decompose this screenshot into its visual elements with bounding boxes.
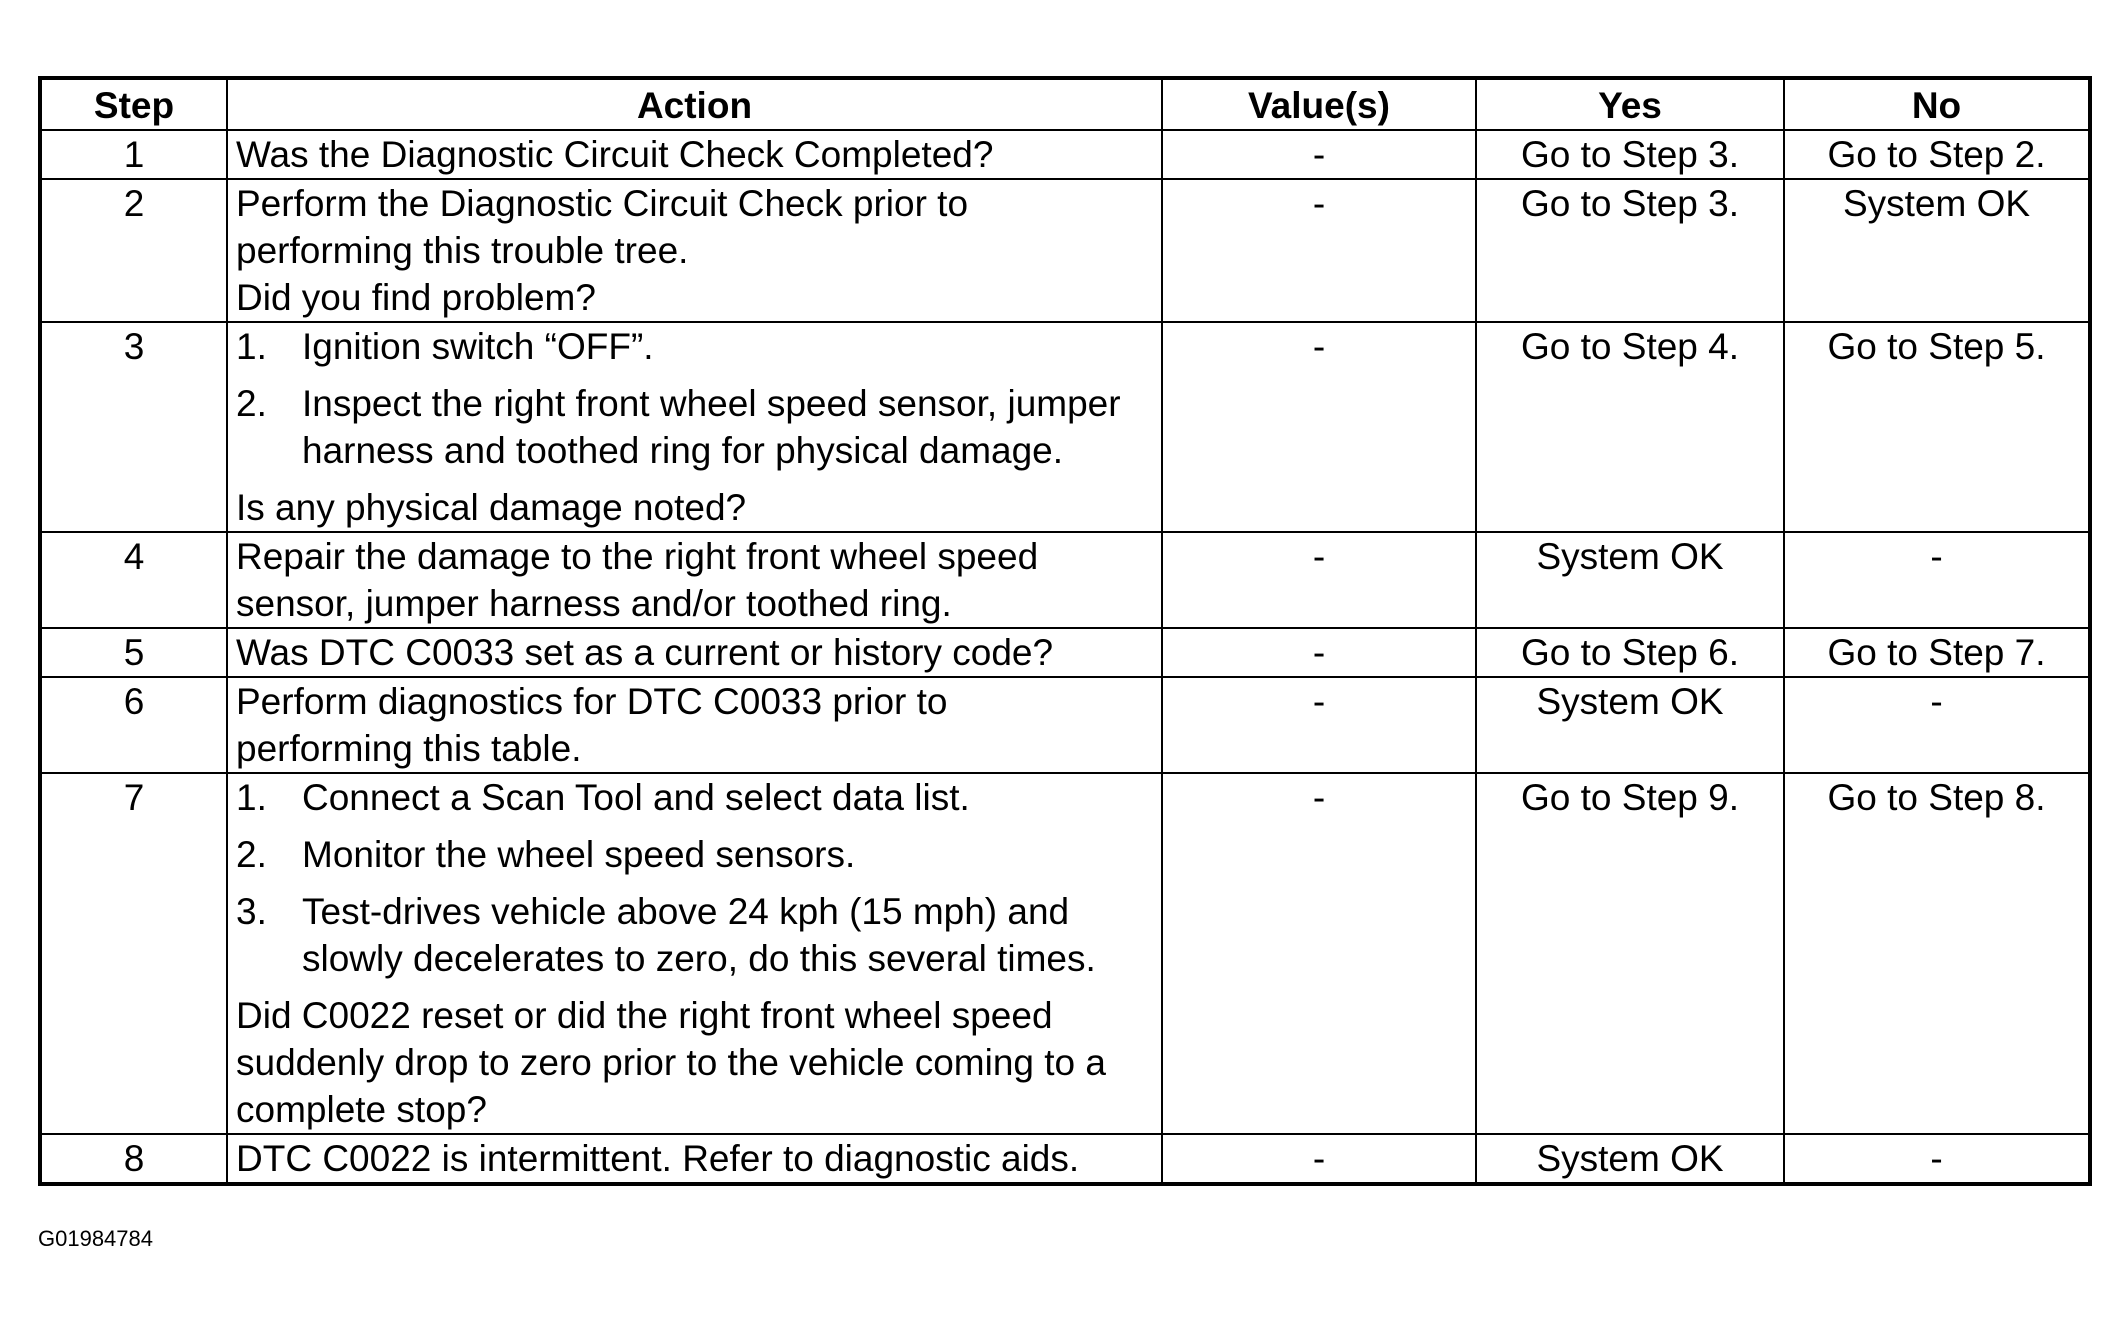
yes-cell: System OK (1476, 532, 1784, 628)
value-cell: - (1162, 628, 1476, 677)
action-step-number: 2. (236, 383, 267, 424)
value-cell: - (1162, 130, 1476, 179)
figure-id: G01984784 (38, 1226, 153, 1251)
table-row (40, 1134, 2090, 1184)
action-step-text: Ignition switch “OFF”. (302, 326, 654, 367)
action-step-item (236, 323, 1153, 370)
table-header-row (40, 78, 2090, 130)
value-cell: - (1162, 532, 1476, 628)
action-line: Perform diagnostics for DTC C0033 prior to (236, 681, 948, 722)
step-number: 1 (40, 130, 227, 179)
table-row (40, 130, 2090, 179)
diagnostic-table (38, 76, 2092, 1186)
no-cell: System OK (1784, 179, 2090, 322)
yes-cell: System OK (1476, 677, 1784, 773)
action-question: Did you find problem? (236, 277, 596, 318)
step-number: 5 (40, 628, 227, 677)
action-line: sensor, jumper harness and/or toothed ring. (236, 583, 952, 624)
action-cell (227, 532, 1162, 628)
action-cell (227, 322, 1162, 532)
yes-cell: Go to Step 6. (1476, 628, 1784, 677)
action-step-number: 1. (236, 326, 267, 367)
header-no: No (1784, 78, 2090, 130)
action-line: Was DTC C0033 set as a current or history code? (236, 632, 1054, 673)
no-cell: Go to Step 8. (1784, 773, 2090, 1134)
action-question: Is any physical damage noted? (236, 487, 747, 528)
action-cell (227, 773, 1162, 1134)
table-body (40, 130, 2090, 1184)
action-cell (227, 179, 1162, 322)
action-cell (227, 628, 1162, 677)
header-action: Action (227, 78, 1162, 130)
step-number: 7 (40, 773, 227, 1134)
action-step-number: 1. (236, 777, 267, 818)
table-row (40, 773, 2090, 1134)
no-cell: Go to Step 7. (1784, 628, 2090, 677)
header-yes: Yes (1476, 78, 1784, 130)
action-step-item (236, 380, 1153, 474)
action-line: performing this table. (236, 728, 582, 769)
action-steps-list (236, 323, 1153, 474)
action-step-text: Monitor the wheel speed sensors. (302, 834, 856, 875)
no-cell: Go to Step 5. (1784, 322, 2090, 532)
step-number: 8 (40, 1134, 227, 1184)
value-cell: - (1162, 773, 1476, 1134)
action-step-item (236, 888, 1153, 982)
table-row (40, 532, 2090, 628)
action-step-number: 2. (236, 834, 267, 875)
action-step-item (236, 831, 1153, 878)
action-step-number: 3. (236, 891, 267, 932)
action-cell (227, 677, 1162, 773)
action-step-text: Connect a Scan Tool and select data list. (302, 777, 970, 818)
value-cell: - (1162, 1134, 1476, 1184)
action-step-item (236, 774, 1153, 821)
value-cell: - (1162, 179, 1476, 322)
step-number: 2 (40, 179, 227, 322)
no-cell: - (1784, 677, 2090, 773)
yes-cell: System OK (1476, 1134, 1784, 1184)
step-number: 6 (40, 677, 227, 773)
action-step-text: Test-drives vehicle above 24 kph (15 mph) and slowly decelerates to zero, do this several times. (302, 891, 1096, 979)
action-line: performing this trouble tree. (236, 230, 689, 271)
yes-cell: Go to Step 3. (1476, 179, 1784, 322)
table-row (40, 628, 2090, 677)
yes-cell: Go to Step 3. (1476, 130, 1784, 179)
table-row (40, 677, 2090, 773)
action-line: Was the Diagnostic Circuit Check Completed? (236, 134, 994, 175)
action-line: Repair the damage to the right front wheel speed (236, 536, 1039, 577)
step-number: 3 (40, 322, 227, 532)
table-row (40, 322, 2090, 532)
header-values: Value(s) (1162, 78, 1476, 130)
action-cell (227, 130, 1162, 179)
action-steps-list (236, 774, 1153, 982)
value-cell: - (1162, 322, 1476, 532)
yes-cell: Go to Step 9. (1476, 773, 1784, 1134)
diagnostic-table-container (38, 76, 2088, 1186)
action-cell (227, 1134, 1162, 1184)
table-row (40, 179, 2090, 322)
step-number: 4 (40, 532, 227, 628)
value-cell: - (1162, 677, 1476, 773)
no-cell: - (1784, 532, 2090, 628)
yes-cell: Go to Step 4. (1476, 322, 1784, 532)
action-line: DTC C0022 is intermittent. Refer to diagnostic aids. (236, 1138, 1080, 1179)
action-line: Perform the Diagnostic Circuit Check prior to (236, 183, 969, 224)
header-step: Step (40, 78, 227, 130)
no-cell: Go to Step 2. (1784, 130, 2090, 179)
action-step-text: Inspect the right front wheel speed sensor, jumper harness and toothed ring for physical damage. (302, 383, 1121, 471)
action-question: Did C0022 reset or did the right front wheel speed suddenly drop to zero prior to the vehicle coming to a complete stop? (236, 995, 1106, 1130)
no-cell: - (1784, 1134, 2090, 1184)
